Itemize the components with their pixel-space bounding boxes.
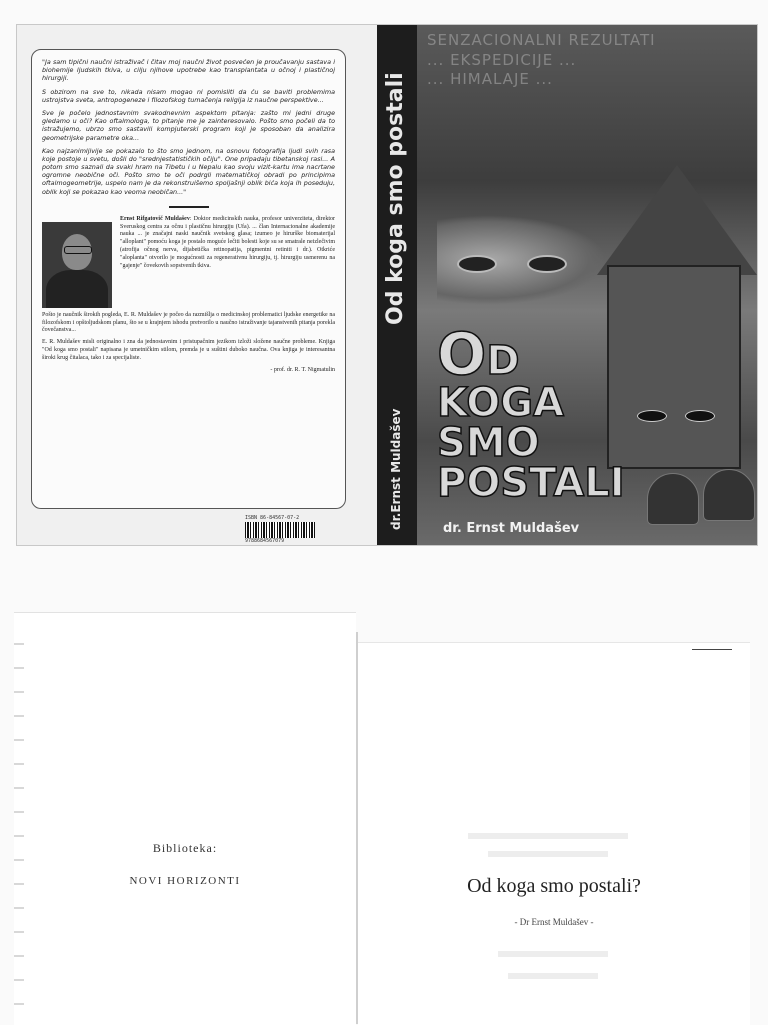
book-author: - Dr Ernst Muldašev - xyxy=(514,917,594,927)
front-cover-title xyxy=(437,320,625,506)
library-series: NOVI HORIZONTI xyxy=(129,875,241,887)
back-cover xyxy=(17,25,377,545)
isbn-area xyxy=(245,515,319,545)
barcode-digits: 9788684567079 xyxy=(245,538,285,544)
page-edge xyxy=(14,643,24,1013)
front-header-line: ... EKSPEDICIJE ... xyxy=(427,50,577,69)
temple-roof xyxy=(597,165,757,275)
quote-paragraph: "Ja sam tipični naučni istraživač i čitav moj naučni život posvećen je proučavanju sastava i biohemije ljudskih tkiva, u cilju njihove upotrebe kao transplantata u očnoj i plastičnoj hirurgiji. xyxy=(42,58,335,83)
corner-mark xyxy=(692,649,732,650)
temple-tower xyxy=(607,265,741,469)
front-cover-header xyxy=(427,31,757,90)
closing-paragraph: Pošto je naučnik širokih pogleda, E. R. Muldašev je počeo da razmišlja o medicinskoj problematici ljudske energetike na filozofskom i opštoljudskom planu, što se u krajnjem ishodu pretvorilo u naučno istraživanje tajanstvenih pitanja porekla čovečanstva... xyxy=(42,311,335,334)
inner-spread xyxy=(14,612,754,1024)
front-cover xyxy=(417,25,757,545)
temple-eye-icon xyxy=(685,410,715,422)
title-line: SMO xyxy=(437,420,540,466)
title-line: D xyxy=(486,338,520,384)
bleed-through xyxy=(508,973,598,979)
right-page xyxy=(358,642,750,1025)
author-photo xyxy=(42,222,112,308)
quote-block xyxy=(42,58,335,196)
left-page xyxy=(14,612,356,1025)
library-label: Biblioteka: xyxy=(152,841,218,855)
title-line: KOGA xyxy=(437,380,564,426)
closing-paragraph: E. R. Muldašev misli originalno i zna da jednostavnim i pristupačnim jezikom izloži složene naučne probleme. Knjiga "Od koga smo postali" napisana je umetničkim stilom, premda je u suštini duboko naučna. Ova knjiga je interesantna široki krug čitalaca, tako i za specijaliste. xyxy=(42,339,335,361)
quote-paragraph: Sve je počelo jednostavnim svakodnevnim aspektom pitanja: zašto mi jedni druge gledamo u oči? Kao oftalmologa, to pitanje me je zainteresovalo. Pošto smo počeli da to istražujemo, ubrzo smo sastavili kompjuterski program koji je sposoban da analizira geometrijske parametre oka... xyxy=(42,108,335,142)
title-initial: O xyxy=(437,320,487,388)
barcode-icon xyxy=(245,522,315,538)
eye-icon xyxy=(457,255,497,273)
divider xyxy=(169,206,209,208)
closing-text xyxy=(42,312,335,363)
shrine-icon xyxy=(647,473,699,525)
shrine-icon xyxy=(703,469,755,521)
author-bio-text: : Doktor medicinskih nauka, profesor univerziteta, direktor Sveruskog centra za očnu i plastičnu hirurgiju (Ufa). ... član Internacionalne akademije nauka ... je značajni naski naučnik svetskog glasa; izumeo je hirurške biomaterijal "alloplant" pomoću koga je postalo moguće lečiti bolesti koje su se smatrale neizlečivim (atrofija očnog nerva, dijabetička retinopatija, pigmentni retiniti i dr.). Otkriće "aloplanta" otvorilo je mogućnosti za regenerativnu hirurgiju, tj. hirurgiju usmerenu na "gajenje" čovekovih sopstvenih tkiva. xyxy=(120,215,335,269)
book-title: Od koga smo postali? xyxy=(467,875,641,897)
front-header-line: ... HIMALAJE ... xyxy=(427,70,553,88)
bleed-through xyxy=(468,833,628,839)
signature: - prof. dr. R. T. Nigmatulin xyxy=(270,366,335,373)
author-section xyxy=(42,216,335,308)
isbn: ISBN 86-84567-07-2 xyxy=(245,515,300,521)
cover-spread xyxy=(16,24,758,546)
quote-paragraph: S obzirom na sve to, nikada nisam mogao ni pomisliti da ću se baviti problemima ustrojstva sveta, antropogeneze i filozofskog tumačenja religija iz naučne perspektive... xyxy=(42,87,335,104)
front-cover-author: dr. Ernst Muldašev xyxy=(443,521,580,536)
back-cover-text-panel xyxy=(31,49,346,509)
bleed-through xyxy=(498,951,608,957)
eye-icon xyxy=(527,255,567,273)
spine-title: Od koga smo postali xyxy=(383,72,408,325)
book-spine xyxy=(377,25,417,545)
temple-eye-icon xyxy=(637,410,667,422)
quote-paragraph: Kao najzanimljivije se pokazalo to što smo jednom, na osnovu fotografija ljudi svih rasa koje postoje u svetu, došli do "srednjestatističkih očiju". One pripadaju tibetanskoj rasi... A potom smo saznali da svaki hram na Tibetu i u Nepalu kao svoju vizit-kartu ima nacrtane ogromne neobične oči. Pošto smo te oči podrgli matematičkoj obradi po principima oftalmogeometrije, uspelo nam je da rekonstruišemo spoljašnji oblik bića koja ih poseduju, oblik koji se pokazao kao veoma neobičan..." xyxy=(42,146,335,196)
author-name: Ernst Rifgatovič Muldašev xyxy=(120,215,190,222)
spine-author: dr.Ernst Muldašev xyxy=(389,408,403,530)
author-bio xyxy=(120,216,335,308)
front-header-line: SENZACIONALNI REZULTATI xyxy=(427,31,656,49)
bleed-through xyxy=(488,851,608,857)
title-line: POSTALI xyxy=(437,460,625,506)
